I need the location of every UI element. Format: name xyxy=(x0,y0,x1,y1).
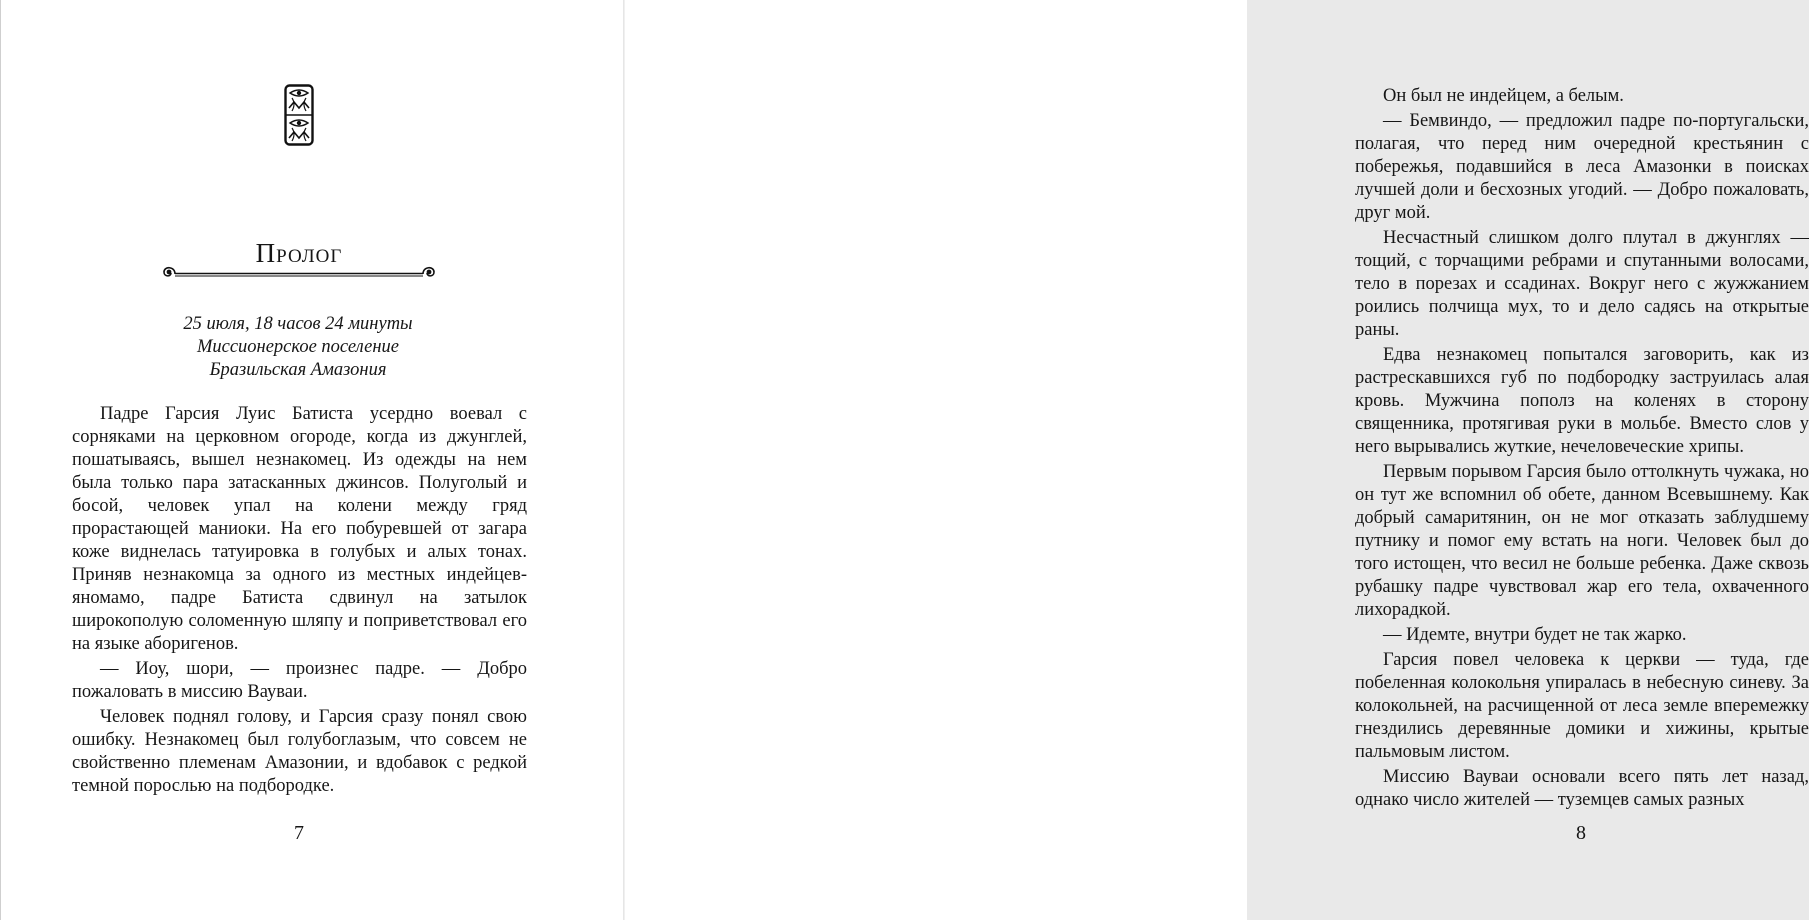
title-underline-flourish xyxy=(161,260,437,284)
left-page xyxy=(0,0,624,920)
paragraph: — Идемте, внутри будет не так жарко. xyxy=(1383,625,1687,645)
paragraph: Едва незнакомец попытался заговорить, как из растрескавшихся губ по подбородку заструилась алая кровь. Мужчина пополз на коленях в сторону священника, протягивая руки в мольбе. Вместо слов у него вырывались жуткие, нечеловеческие хрипы. xyxy=(1355,345,1809,457)
page-number: 7 xyxy=(294,822,304,844)
epigraph-region: Бразильская Амазония xyxy=(209,360,387,380)
page-number: 8 xyxy=(1576,822,1586,844)
left-page-body xyxy=(72,403,527,798)
paragraph: Человек поднял голову, и Гарсия сразу понял свою ошибку. Незнакомец был голубоглазым, что совсем не свойственно племенам Амазонии, и вдобавок с редкой темной порослью на подбородке. xyxy=(72,707,527,796)
paragraph: Он был не индейцем, а белым. xyxy=(1383,86,1624,106)
ornament-icon xyxy=(284,84,314,146)
paragraph: — Бемвиндо, — предложил падре по-португальски, полагая, что перед ним очередной крестьянин с побережья, подавшийся в леса Амазонки в поисках лучшей доли и бесхозных угодий. — Добро пожаловать, друг мой. xyxy=(1355,111,1809,223)
paragraph: Падре Гарсия Луис Батиста усердно воевал с сорняками на церковном огороде, когда из джунглей, пошатываясь, вышел незнакомец. Из одежды на нем была только пара затасканных джинсов. Полуголый и босой, человек упал на колени между гряд прорастающей маниоки. На его побуревшей от загара коже виднелась татуировка в голубых и алых тонах. Приняв незнакомца за одного из местных индейцев-яномамо, падре Батиста сдвинул на затылок широкополую соломенную шляпу и поприветствовал его на языке аборигенов. xyxy=(72,404,527,654)
chapter-title: Пролог xyxy=(255,238,343,268)
right-page xyxy=(625,0,1809,920)
chapter-heading xyxy=(161,232,437,284)
epigraph-date: 25 июля, 18 часов 24 минуты xyxy=(183,314,413,334)
paragraph: Гарсия повел человека к церкви — туда, где побеленная колокольня упиралась в небесную синеву. За колокольней, на расчищенной от леса земле вперемежку гнездились деревянные домики и хижины, крытые пальмовым листом. xyxy=(1355,650,1809,762)
epigraph-place: Миссионерское поселение xyxy=(196,337,400,357)
paragraph: — Иоу, шори, — произнес падре. — Добро пожаловать в миссию Вауваи. xyxy=(72,659,527,702)
paragraph: Первым порывом Гарсия было оттолкнуть чужака, но он тут же вспомнил об обете, данном Всевышнему. Как добрый самаритянин, он не мог отказать заблудшему путнику и помог ему встать на ноги. Человек был до того истощен, что весил не больше ребенка. Даже сквозь рубашку падре чувствовал жар его тела, охваченного лихорадкой. xyxy=(1355,462,1809,620)
right-page-body xyxy=(1355,85,1809,812)
paragraph: Миссию Вауваи основали всего пять лет назад, однако число жителей — туземцев самых разных xyxy=(1355,767,1809,810)
paragraph: Несчастный слишком долго плутал в джунглях — тощий, с торчащими ребрами и спутанными волосами, тело в порезах и ссадинах. Вокруг него с жужжанием роились полчища мух, то и дело садясь на открытые раны. xyxy=(1355,228,1809,340)
epigraph xyxy=(111,313,485,382)
